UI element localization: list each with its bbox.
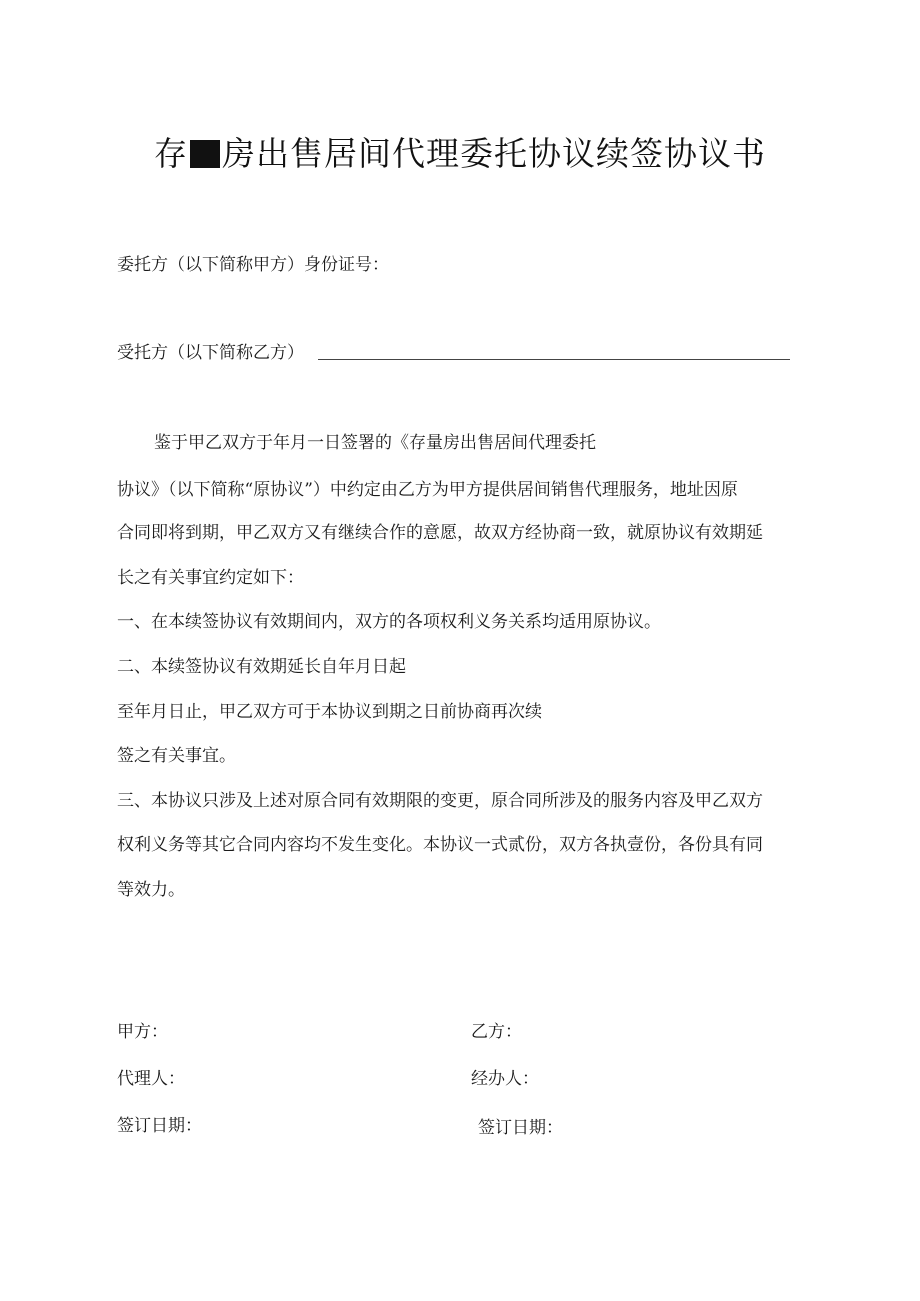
representative-label: 代理人： [117,1069,185,1089]
redacted-block [190,140,220,168]
clause-3-line-2: 权利义务等其它合同内容均不发生变化。本协议一式贰份，双方各执壹份，各份具有同 [117,835,763,855]
clause-2-line-3: 签之有关事宜。 [117,746,236,766]
paragraph-1-line-1: 鉴于甲乙双方于年月一日签署的《存量房出售居间代理委托 [154,433,596,453]
paragraph-1-line-2: 协议》（以下简称“原协议”）中约定由乙方为甲方提供居间销售代理服务，地址因原 [117,480,738,500]
clause-2-line-1: 二、本续签协议有效期延长自年月日起 [117,657,406,677]
paragraph-1-line-3: 合同即将到期，甲乙双方又有继续合作的意愿，故双方经协商一致，就原协议有效期延 [117,523,763,543]
clause-3-line-3: 等效力。 [117,880,185,900]
agent-blank-underline [318,343,790,360]
clause-1: 一、在本续签协议有效期间内，双方的各项权利义务关系均适用原协议。 [117,612,661,632]
title-text-start: 存 [154,134,188,173]
paragraph-1-line-4: 长之有关事宜约定如下： [117,568,304,588]
title-text-end: 房出售居间代理委托协议续签协议书 [222,134,766,173]
party-b-signature-label: 乙方： [471,1022,522,1042]
principal-label: 委托方（以下简称甲方）身份证号： [117,255,389,275]
party-b-date-label: 签订日期： [478,1118,563,1138]
agent-line [117,341,790,365]
handler-label: 经办人： [471,1069,539,1089]
document-title [0,128,920,175]
principal-line [117,253,389,277]
agent-label: 受托方（以下简称乙方） [117,343,304,363]
party-a-date-label: 签订日期： [117,1116,202,1136]
clause-2-line-2: 至年月日止，甲乙双方可于本协议到期之日前协商再次续 [117,702,542,722]
clause-3-line-1: 三、本协议只涉及上述对原合同有效期限的变更，原合同所涉及的服务内容及甲乙双方 [117,791,763,811]
party-a-signature-label: 甲方： [117,1022,168,1042]
